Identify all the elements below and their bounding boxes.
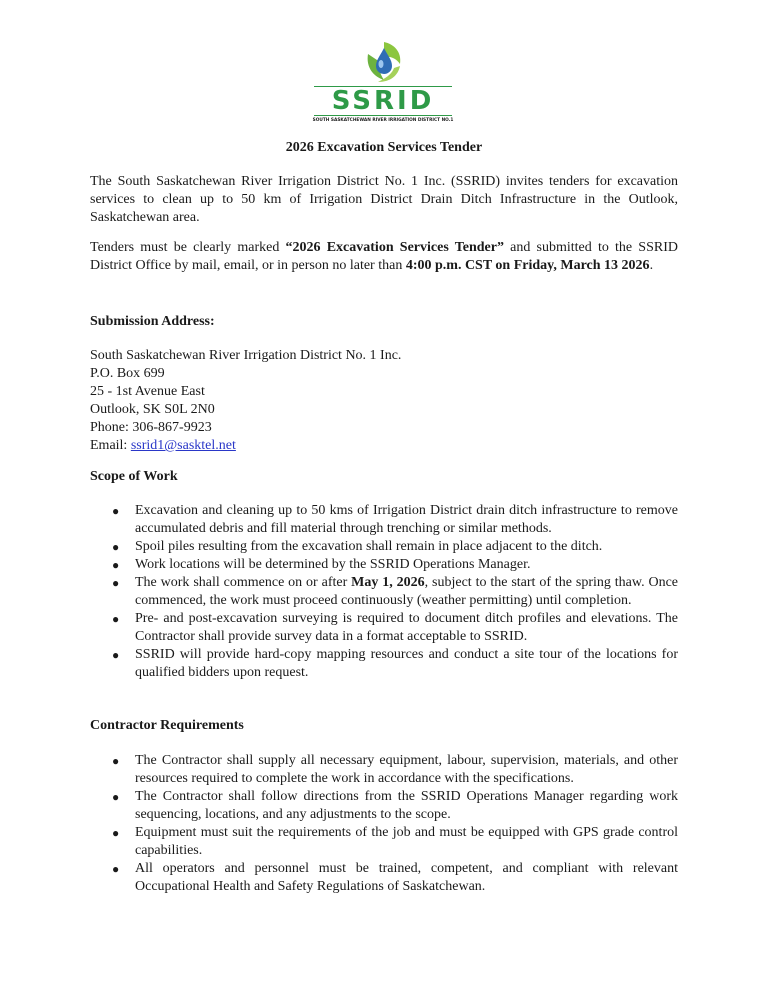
bullet-icon: ● bbox=[112, 540, 120, 554]
list-item: ● Pre- and post-excavation surveying is required to document ditch profiles and elevations. The Contractor shall provide survey data in a format acceptable to SSRID. bbox=[112, 611, 678, 644]
water-drop-leaf-icon bbox=[364, 40, 404, 84]
scope-of-work-list bbox=[90, 502, 678, 682]
bullet-icon: ● bbox=[112, 648, 120, 662]
list-item: ● Excavation and cleaning up to 50 kms of Irrigation District drain ditch infrastructure to remove accumulated debris and fill material through trenching or similar methods. bbox=[112, 503, 678, 536]
ssrid-logo bbox=[312, 40, 454, 123]
logo-wordmark: SSRID bbox=[314, 86, 452, 116]
address-line-org: South Saskatchewan River Irrigation District No. 1 Inc. bbox=[90, 348, 402, 363]
tender-marking: “2026 Excavation Services Tender” bbox=[285, 240, 504, 255]
list-item: ● Work locations will be determined by the SSRID Operations Manager. bbox=[112, 557, 531, 572]
address-line-email: Email: ssrid1@sasktel.net bbox=[90, 438, 236, 453]
address-line-city: Outlook, SK S0L 2N0 bbox=[90, 402, 215, 417]
bullet-icon: ● bbox=[112, 558, 120, 572]
list-item: ● SSRID will provide hard-copy mapping resources and conduct a site tour of the locations for qualified bidders upon request. bbox=[112, 647, 678, 680]
address-line-street: 25 - 1st Avenue East bbox=[90, 384, 205, 399]
list-item: ● The Contractor shall follow directions from the SSRID Operations Manager regarding work sequencing, locations, and any adjustments to the scope. bbox=[112, 789, 678, 822]
list-item: ● The Contractor shall supply all necessary equipment, labour, supervision, materials, and other resources required to complete the work in accordance with the specifications. bbox=[112, 753, 678, 786]
bullet-icon: ● bbox=[112, 754, 120, 768]
list-item: ● Equipment must suit the requirements of the job and must be equipped with GPS grade control capabilities. bbox=[112, 825, 678, 858]
list-item: ● Spoil piles resulting from the excavation shall remain in place adjacent to the ditch. bbox=[112, 539, 603, 554]
bullet-icon: ● bbox=[112, 504, 120, 518]
submission-address bbox=[90, 347, 678, 455]
scope-of-work-heading: Scope of Work bbox=[90, 469, 178, 484]
address-line-pobox: P.O. Box 699 bbox=[90, 366, 165, 381]
list-item: ● All operators and personnel must be trained, competent, and compliant with relevant Occupational Health and Safety Regulations of Saskatchewan. bbox=[112, 861, 678, 894]
bullet-icon: ● bbox=[112, 790, 120, 804]
document-title: 2026 Excavation Services Tender bbox=[285, 140, 483, 155]
bullet-icon: ● bbox=[112, 862, 120, 876]
submission-address-heading: Submission Address: bbox=[90, 314, 215, 329]
bullet-icon: ● bbox=[112, 826, 120, 840]
address-line-phone: Phone: 306-867-9923 bbox=[90, 420, 212, 435]
bullet-icon: ● bbox=[112, 612, 120, 626]
email-link[interactable]: ssrid1@sasktel.net bbox=[130, 438, 236, 453]
tender-instructions-paragraph: Tenders must be clearly marked “2026 Excavation Services Tender” and submitted to the SSRID District Office by mail, email, or in person no later than 4:00 p.m. CST on Friday, March 13 2026. bbox=[90, 240, 678, 273]
intro-paragraph: The South Saskatchewan River Irrigation District No. 1 Inc. (SSRID) invites tenders for excavation services to clean up to 50 km of Irrigation District Drain Ditch Infrastructure in the Outlook, Saskatchewan area. bbox=[90, 174, 678, 225]
contractor-requirements-heading: Contractor Requirements bbox=[90, 718, 244, 733]
logo-tagline: SOUTH SASKATCHEWAN RIVER IRRIGATION DISTRICT NO.1 bbox=[312, 118, 454, 123]
commencement-date: May 1, 2026 bbox=[351, 575, 425, 590]
submission-deadline: 4:00 p.m. CST on Friday, March 13 2026 bbox=[405, 258, 650, 273]
list-item: ● The work shall commence on or after May 1, 2026, subject to the start of the spring thaw. Once commenced, the work must proceed continuously (weather permitting) until completion. bbox=[112, 575, 678, 608]
contractor-requirements-list bbox=[90, 752, 678, 896]
bullet-icon: ● bbox=[112, 576, 120, 590]
